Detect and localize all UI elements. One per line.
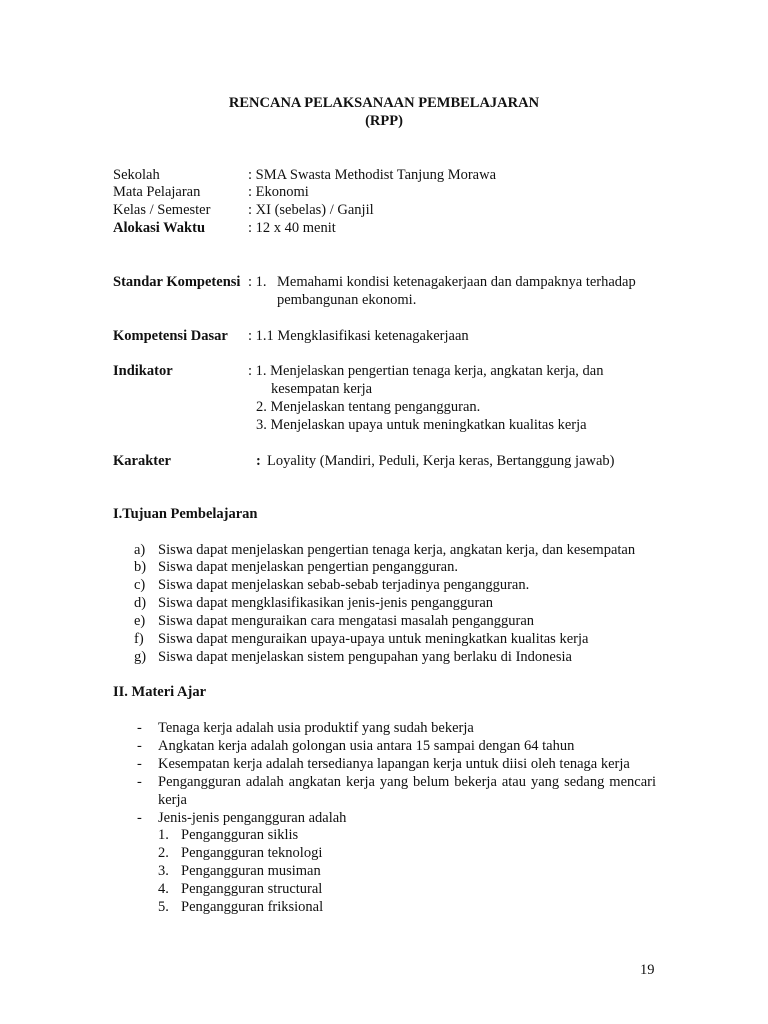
tujuan-heading: I.Tujuan Pembelajaran xyxy=(113,506,258,522)
info-value-kelas: : XI (sebelas) / Ganjil xyxy=(248,202,374,218)
indikator-item-3: 3. Menjelaskan upaya untuk meningkatkan kualitas kerja xyxy=(256,417,587,433)
indikator-label: Indikator xyxy=(113,363,173,379)
jenis-number: 3. xyxy=(158,863,169,879)
info-label-kelas: Kelas / Semester xyxy=(113,202,211,218)
karakter-value: Loyality (Mandiri, Peduli, Kerja keras, Bertanggung jawab) xyxy=(267,453,615,469)
tujuan-marker: b) xyxy=(134,559,147,575)
jenis-number: 5. xyxy=(158,899,169,915)
info-value-mapel: : Ekonomi xyxy=(248,184,309,200)
tujuan-marker: c) xyxy=(134,577,146,593)
jenis-number: 4. xyxy=(158,881,169,897)
info-value-alokasi: : 12 x 40 menit xyxy=(248,220,336,236)
standar-label: Standar Kompetensi xyxy=(113,274,241,290)
tujuan-item: Siswa dapat menguraikan cara mengatasi masalah pengangguran xyxy=(158,613,535,629)
standar-text-line2: pembangunan ekonomi. xyxy=(277,292,417,308)
jenis-item: Pengangguran musiman xyxy=(181,863,321,879)
standar-colon-number: : 1. xyxy=(248,274,267,290)
info-label-sekolah: Sekolah xyxy=(113,167,160,183)
materi-bullet-marker: - xyxy=(137,810,142,826)
page-number: 19 xyxy=(640,962,655,978)
tujuan-item: Siswa dapat menjelaskan sistem pengupahan yang berlaku di Indonesia xyxy=(158,649,572,665)
document-subtitle: (RPP) xyxy=(365,113,403,129)
info-value-sekolah: : SMA Swasta Methodist Tanjung Morawa xyxy=(248,167,497,183)
tujuan-marker: d) xyxy=(134,595,147,611)
indikator-item-1: : 1. Menjelaskan pengertian tenaga kerja, angkatan kerja, dan xyxy=(248,363,604,379)
materi-bullet: Kesempatan kerja adalah tersedianya lapangan kerja untuk diisi oleh tenaga kerja xyxy=(158,756,630,772)
tujuan-item: Siswa dapat menjelaskan pengertian pengangguran. xyxy=(158,559,458,575)
info-label-mapel: Mata Pelajaran xyxy=(113,184,201,200)
materi-bullet-marker: - xyxy=(137,738,142,754)
jenis-number: 1. xyxy=(158,827,169,843)
jenis-item: Pengangguran teknologi xyxy=(181,845,323,861)
jenis-item: Pengangguran structural xyxy=(181,881,323,897)
info-label-alokasi: Alokasi Waktu xyxy=(113,220,206,236)
document-title: RENCANA PELAKSANAAN PEMBELAJARAN xyxy=(228,95,540,111)
tujuan-item: Siswa dapat menguraikan upaya-upaya untuk meningkatkan kualitas kerja xyxy=(158,631,589,647)
jenis-item: Pengangguran siklis xyxy=(181,827,299,843)
indikator-item-2: 2. Menjelaskan tentang pengangguran. xyxy=(256,399,481,415)
materi-bullet: Jenis-jenis pengangguran adalah xyxy=(158,810,347,826)
tujuan-marker: f) xyxy=(134,631,144,647)
indikator-item-1-cont: kesempatan kerja xyxy=(271,381,373,397)
standar-text-line1: Memahami kondisi ketenagakerjaan dan dampaknya terhadap xyxy=(277,274,636,290)
materi-bullet: Pengangguran adalah angkatan kerja yang belum bekerja atau yang sedang mencari kerja xyxy=(158,774,656,808)
materi-heading: II. Materi Ajar xyxy=(113,684,207,700)
kd-label: Kompetensi Dasar xyxy=(113,328,228,344)
tujuan-item: Siswa dapat mengklasifikasikan jenis-jenis pengangguran xyxy=(158,595,494,611)
karakter-colon: : xyxy=(256,453,261,469)
tujuan-marker: e) xyxy=(134,613,146,629)
kd-value: : 1.1 Mengklasifikasi ketenagakerjaan xyxy=(248,328,469,344)
tujuan-marker: g) xyxy=(134,649,147,665)
materi-bullet: Tenaga kerja adalah usia produktif yang sudah bekerja xyxy=(158,720,474,736)
tujuan-item: Siswa dapat menjelaskan sebab-sebab terjadinya pengangguran. xyxy=(158,577,530,593)
materi-bullet-marker: - xyxy=(137,774,142,790)
tujuan-item: Siswa dapat menjelaskan pengertian tenaga kerja, angkatan kerja, dan kesempatan xyxy=(158,542,636,558)
materi-bullet-marker: - xyxy=(137,756,142,772)
jenis-number: 2. xyxy=(158,845,169,861)
tujuan-marker: a) xyxy=(134,542,146,558)
karakter-label: Karakter xyxy=(113,453,171,469)
jenis-item: Pengangguran friksional xyxy=(181,899,324,915)
materi-bullet-marker: - xyxy=(137,720,142,736)
materi-bullet: Angkatan kerja adalah golongan usia antara 15 sampai dengan 64 tahun xyxy=(158,738,575,754)
